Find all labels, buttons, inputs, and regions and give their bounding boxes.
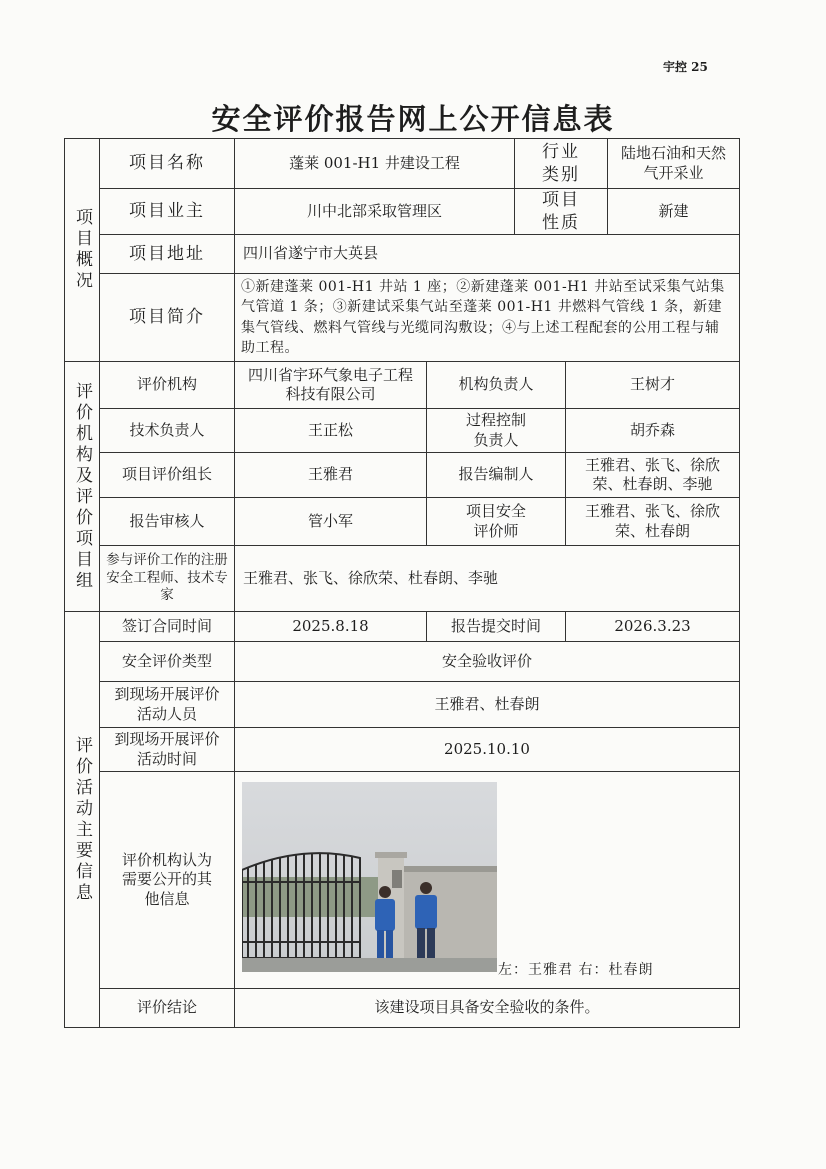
project-intro-label: 项目简介 <box>99 273 235 362</box>
project-name-label: 项目名称 <box>99 138 235 189</box>
industry-value: 陆地石油和天然气开采业 <box>607 138 740 189</box>
project-name-value: 蓬莱 001-H1 井建设工程 <box>234 138 515 189</box>
onsite-time-value: 2025.10.10 <box>234 727 740 772</box>
contract-date-value: 2025.8.18 <box>234 611 427 642</box>
project-nature-label: 项目性质 <box>514 188 608 235</box>
submit-date-value: 2026.3.23 <box>565 611 740 642</box>
industry-label: 行业类别 <box>514 138 608 189</box>
project-address-value: 四川省遂宁市大英县 <box>234 234 740 274</box>
conclusion-value: 该建设项目具备安全验收的条件。 <box>234 988 740 1028</box>
project-address-label: 项目地址 <box>99 234 235 274</box>
project-intro-value: ①新建蓬莱 001-H1 井站 1 座；②新建蓬莱 001-H1 井站至试采集气站集气管道 1 条；③新建试采集气站至蓬莱 001-H1 井燃料气管线 1 条，新建集气管线、燃料气管线与光缆同沟敷设；④与上述工程配套的公用工程与辅助工程。 <box>234 273 740 362</box>
project-owner-value: 川中北部采取管理区 <box>234 188 515 235</box>
engineers-label: 参与评价工作的注册安全工程师、技术专家 <box>99 545 235 612</box>
safety-assessor-label: 项目安全评价师 <box>426 497 566 546</box>
reviewer-label: 报告审核人 <box>99 497 235 546</box>
conclusion-label: 评价结论 <box>99 988 235 1028</box>
contract-date-label: 签订合同时间 <box>99 611 235 642</box>
photo-caption: 左：王雅君 右：杜春朗 <box>498 962 654 978</box>
section-team-label: 评价机构及评价项目组 <box>64 361 100 612</box>
org-label: 评价机构 <box>99 361 235 409</box>
onsite-staff-value: 王雅君、杜春朗 <box>234 681 740 728</box>
site-photo-image <box>242 782 497 972</box>
team-leader-value: 王雅君 <box>234 452 427 498</box>
other-info-label: 评价机构认为需要公开的其他信息 <box>99 771 235 989</box>
tech-head-label: 技术负责人 <box>99 408 235 453</box>
project-owner-label: 项目业主 <box>99 188 235 235</box>
onsite-time-label: 到现场开展评价活动时间 <box>99 727 235 772</box>
section-overview-label: 项目概况 <box>64 138 100 362</box>
process-head-label: 过程控制负责人 <box>426 408 566 453</box>
safety-assessor-value: 王雅君、张飞、徐欣荣、杜春朗 <box>565 497 740 546</box>
org-head-value: 王树才 <box>565 361 740 409</box>
evaluation-type-label: 安全评价类型 <box>99 641 235 682</box>
page-title: 安全评价报告网上公开信息表 <box>211 102 615 136</box>
compiler-value: 王雅君、张飞、徐欣荣、杜春朗、李驰 <box>565 452 740 498</box>
document-number: 宇控 25 <box>663 60 708 74</box>
section-activity-label: 评价活动主要信息 <box>64 611 100 1028</box>
evaluation-type-value: 安全验收评价 <box>234 641 740 682</box>
submit-date-label: 报告提交时间 <box>426 611 566 642</box>
process-head-value: 胡乔森 <box>565 408 740 453</box>
site-photo <box>242 782 497 972</box>
org-value: 四川省宇环气象电子工程科技有限公司 <box>234 361 427 409</box>
reviewer-value: 管小军 <box>234 497 427 546</box>
project-nature-value: 新建 <box>607 188 740 235</box>
engineers-value: 王雅君、张飞、徐欣荣、杜春朗、李驰 <box>234 545 740 612</box>
compiler-label: 报告编制人 <box>426 452 566 498</box>
tech-head-value: 王正松 <box>234 408 427 453</box>
team-leader-label: 项目评价组长 <box>99 452 235 498</box>
onsite-staff-label: 到现场开展评价活动人员 <box>99 681 235 728</box>
org-head-label: 机构负责人 <box>426 361 566 409</box>
